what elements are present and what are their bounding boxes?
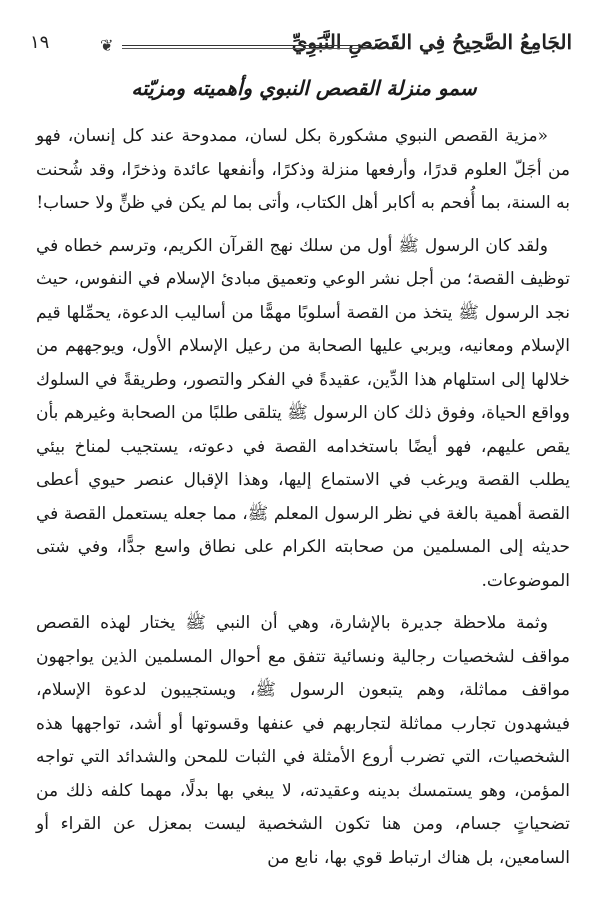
running-header <box>30 26 572 66</box>
header-ornament-rule <box>100 36 372 55</box>
section-heading: سمو منزلة القصص النبوي وأهميته ومزيّته <box>131 76 477 100</box>
ornament-flourish-icon: ❦ <box>100 36 114 55</box>
page-number: ١٩ <box>30 32 50 53</box>
body-text <box>36 120 570 875</box>
running-title: الجَامِعُ الصَّحِيحُ فِي القَصَصِ النَّبَوِيِّ <box>291 30 572 54</box>
paragraph-2: ولقد كان الرسول ﷺ أول من سلك نهج القرآن الكريم، وترسم خطاه في توظيف القصة؛ من أجل نشر الوعي وتعميق مبادئ الإسلام في النفوس، حيث نجد الرسول ﷺ يتخذ من القصة أسلوبًا مهمًّا من أساليب الدعوة، يحمِّلها قيم الإسلام ومعانيه، ويربي عليها الصحابة من رعيل الإسلام الأول، ويوجههم من خلالها إلى استلهام هذا الدِّين، عقيدةً في الفكر والتصور، وطريقةً في السلوك وواقع الحياة، وفوق ذلك كان الرسول ﷺ يتلقى طلبًا من الصحابة وغيرهم بأن يقص عليهم، فهو أيضًا باستخدامه القصة في دعوته، يستجيب لمناخ بيئي يطلب القصة ويرغب في الاستماع إليها، وهذا الإقبال عنصر حيوي أعطى القصة أهمية بالغة في نظر الرسول المعلم ﷺ، مما جعله يستعمل القصة في حديثه إلى المسلمين من صحابته الكرام على نطاق واسع جدًّا، وفي شتى الموضوعات. <box>36 235 570 591</box>
paragraph-3: وثمة ملاحظة جديرة بالإشارة، وهي أن النبي ﷺ يختار لهذه القصص مواقف لشخصيات رجالية ونسائية تتفق مع أحوال المسلمين الذين يواجهون مواقف مماثلة، وهم يتبعون الرسول ﷺ، ويستجيبون لدعوة الإسلام، فيشهدون تجارب مماثلة لتجاربهم في عنفها وقسوتها أو أشد، تواجهها هذه الشخصيات، التي تضرب أروع الأمثلة في الثبات للمحن والشدائد التي تواجه المؤمن، وهو يستمسك بدينه وعقيدته، لا يبغي بها بدلًا، مهما كلفه ذلك من تضحياتٍ جسام، ومن هنا تكون الشخصية ليست بمعزل عن القراء أو السامعين، بل هناك ارتباط قوي بها، نابع من <box>36 613 570 868</box>
paragraph-1: «مزية القصص النبوي مشكورة بكل لسان، ممدوحة عند كل إنسان، فهو من أجَلّ العلوم قدرًا، وأرفعها منزلة وذكرًا، وأنفعها عائدة وذخرًا، وقد شُحنت به السنة، بما أُفحم به أكابر أهل الكتاب، وأتى بما لم يكن في ظنٍّ ولا حساب! <box>36 126 570 213</box>
